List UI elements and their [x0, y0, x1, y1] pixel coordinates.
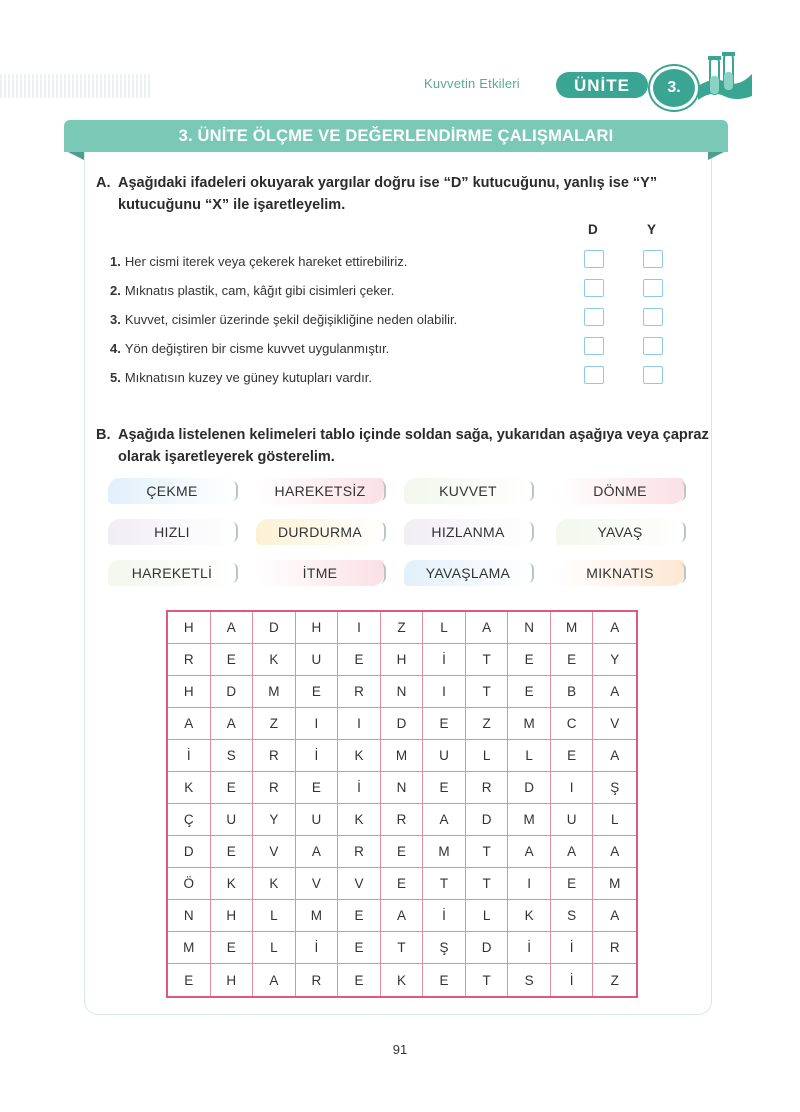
grid-cell[interactable]: A: [593, 836, 636, 868]
grid-cell[interactable]: Ş: [423, 932, 466, 964]
grid-cell[interactable]: I: [338, 708, 381, 740]
grid-cell[interactable]: T: [466, 868, 509, 900]
grid-cell[interactable]: A: [253, 964, 296, 996]
grid-cell[interactable]: İ: [338, 772, 381, 804]
word-card: MIKNATIS: [556, 560, 684, 586]
grid-cell[interactable]: E: [338, 964, 381, 996]
grid-cell[interactable]: M: [508, 708, 551, 740]
page-title: 3. ÜNİTE ÖLÇME VE DEĞERLENDİRME ÇALIŞMALARI: [64, 120, 728, 152]
grid-cell[interactable]: D: [508, 772, 551, 804]
grid-cell[interactable]: İ: [168, 740, 211, 772]
grid-cell[interactable]: U: [423, 740, 466, 772]
checkbox-d-4[interactable]: [584, 337, 604, 355]
grid-cell[interactable]: A: [593, 740, 636, 772]
statement-4: 4. Yön değiştiren bir cisme kuvvet uygulanmıştır.: [110, 341, 390, 356]
grid-cell[interactable]: E: [381, 836, 424, 868]
word-card: YAVAŞ: [556, 519, 684, 545]
grid-cell[interactable]: V: [253, 836, 296, 868]
grid-cell[interactable]: E: [423, 708, 466, 740]
grid-cell[interactable]: H: [296, 612, 339, 644]
column-y-header: Y: [647, 222, 657, 237]
grid-cell[interactable]: D: [168, 836, 211, 868]
grid-cell[interactable]: U: [551, 804, 594, 836]
chapter-name: Kuvvetin Etkileri: [424, 76, 520, 91]
grid-cell[interactable]: N: [508, 612, 551, 644]
grid-cell[interactable]: T: [466, 644, 509, 676]
grid-cell[interactable]: R: [466, 772, 509, 804]
grid-cell[interactable]: U: [296, 804, 339, 836]
checkbox-y-4[interactable]: [643, 337, 663, 355]
grid-cell[interactable]: R: [168, 644, 211, 676]
grid-cell[interactable]: A: [423, 804, 466, 836]
header-decoration: [0, 74, 150, 98]
checkbox-d-5[interactable]: [584, 366, 604, 384]
grid-cell[interactable]: R: [338, 836, 381, 868]
grid-cell[interactable]: E: [423, 772, 466, 804]
grid-cell[interactable]: R: [593, 932, 636, 964]
grid-cell[interactable]: I: [508, 868, 551, 900]
word-card: KUVVET: [404, 478, 532, 504]
grid-cell[interactable]: K: [338, 804, 381, 836]
grid-cell[interactable]: R: [296, 964, 339, 996]
word-card: HAREKETLİ: [108, 560, 236, 586]
checkbox-y-2[interactable]: [643, 279, 663, 297]
grid-cell[interactable]: I: [338, 612, 381, 644]
grid-cell[interactable]: M: [296, 900, 339, 932]
grid-cell[interactable]: Y: [593, 644, 636, 676]
grid-cell[interactable]: S: [211, 740, 254, 772]
grid-cell[interactable]: D: [253, 612, 296, 644]
grid-cell[interactable]: K: [338, 740, 381, 772]
checkbox-d-1[interactable]: [584, 250, 604, 268]
grid-cell[interactable]: U: [211, 804, 254, 836]
grid-cell[interactable]: L: [466, 900, 509, 932]
grid-cell[interactable]: A: [211, 612, 254, 644]
unit-number: 3.: [650, 66, 698, 110]
checkbox-d-2[interactable]: [584, 279, 604, 297]
grid-cell[interactable]: İ: [508, 932, 551, 964]
grid-cell[interactable]: İ: [551, 964, 594, 996]
grid-cell[interactable]: E: [551, 740, 594, 772]
grid-cell[interactable]: V: [338, 868, 381, 900]
grid-cell[interactable]: C: [551, 708, 594, 740]
unit-badge: ÜNİTE: [556, 72, 648, 98]
word-search-grid: [166, 610, 638, 998]
grid-cell[interactable]: S: [551, 900, 594, 932]
grid-cell[interactable]: R: [253, 772, 296, 804]
statement-5: 5. Mıknatısın kuzey ve güney kutupları vardır.: [110, 370, 372, 385]
grid-cell[interactable]: Z: [610, 972, 619, 988]
grid-cell[interactable]: E: [551, 644, 594, 676]
checkbox-y-3[interactable]: [643, 308, 663, 326]
section-b-text: Aşağıda listelenen kelimeleri tablo içinde soldan sağa, yukarıdan aşağıya veya çapraz olarak işaretleyerek gösterelim.: [118, 427, 709, 465]
grid-cell[interactable]: E: [508, 676, 551, 708]
grid-cell[interactable]: M: [381, 740, 424, 772]
grid-cell[interactable]: A: [168, 708, 211, 740]
grid-cell[interactable]: Ç: [168, 804, 211, 836]
grid-cell[interactable]: H: [168, 676, 211, 708]
grid-cell[interactable]: I: [423, 676, 466, 708]
grid-cell[interactable]: A: [466, 612, 509, 644]
section-a-text: Aşağıdaki ifadeleri okuyarak yargılar doğru ise “D” kutucuğunu, yanlış ise “Y” kutucuğunu “X” ile işaretleyelim.: [118, 175, 658, 213]
grid-cell[interactable]: N: [381, 772, 424, 804]
grid-cell[interactable]: E: [168, 964, 211, 996]
grid-cell[interactable]: U: [296, 644, 339, 676]
grid-cell[interactable]: D: [211, 676, 254, 708]
grid-cell[interactable]: Z: [381, 612, 424, 644]
grid-cell[interactable]: E: [338, 900, 381, 932]
grid-cell[interactable]: M: [253, 676, 296, 708]
grid-cell[interactable]: Z: [253, 708, 296, 740]
grid-cell[interactable]: İ: [423, 644, 466, 676]
grid-cell[interactable]: D: [466, 932, 509, 964]
grid-cell[interactable]: Ş: [593, 772, 636, 804]
word-card: ÇEKME: [108, 478, 236, 504]
grid-cell[interactable]: M: [593, 868, 636, 900]
grid-cell[interactable]: A: [593, 676, 636, 708]
grid-cell[interactable]: T: [466, 964, 509, 996]
grid-cell[interactable]: R: [338, 676, 381, 708]
grid-cell[interactable]: E: [338, 932, 381, 964]
grid-cell[interactable]: A: [551, 836, 594, 868]
statement-2: 2. Mıknatıs plastik, cam, kâğıt gibi cisimleri çeker.: [110, 283, 395, 298]
statement-1: 1. Her cismi iterek veya çekerek hareket ettirebiliriz.: [110, 254, 408, 269]
grid-cell[interactable]: L: [423, 612, 466, 644]
grid-cell[interactable]: E: [211, 836, 254, 868]
grid-cell[interactable]: T: [466, 676, 509, 708]
grid-cell[interactable]: E: [423, 964, 466, 996]
checkbox-y-1[interactable]: [643, 250, 663, 268]
word-card: DÖNME: [556, 478, 684, 504]
grid-cell[interactable]: E: [508, 644, 551, 676]
grid-cell[interactable]: D: [466, 804, 509, 836]
grid-cell[interactable]: L: [253, 900, 296, 932]
grid-cell[interactable]: A: [381, 900, 424, 932]
grid-cell[interactable]: E: [338, 644, 381, 676]
grid-cell[interactable]: L: [466, 740, 509, 772]
grid-cell[interactable]: L: [508, 740, 551, 772]
grid-cell[interactable]: A: [296, 836, 339, 868]
grid-cell[interactable]: R: [381, 804, 424, 836]
grid-cell[interactable]: V: [593, 708, 636, 740]
word-card: HIZLI: [108, 519, 236, 545]
section-a-letter: A.: [96, 175, 111, 191]
grid-cell[interactable]: K: [168, 772, 211, 804]
grid-cell[interactable]: İ: [296, 740, 339, 772]
page-number: 91: [392, 1042, 408, 1057]
grid-cell[interactable]: E: [551, 868, 594, 900]
grid-cell[interactable]: E: [211, 644, 254, 676]
grid-cell[interactable]: R: [253, 740, 296, 772]
grid-cell[interactable]: Ö: [168, 868, 211, 900]
grid-cell[interactable]: T: [466, 836, 509, 868]
checkbox-y-5[interactable]: [643, 366, 663, 384]
grid-cell[interactable]: N: [381, 676, 424, 708]
grid-cell[interactable]: E: [211, 772, 254, 804]
grid-cell[interactable]: E: [381, 868, 424, 900]
grid-cell[interactable]: H: [211, 964, 254, 996]
column-d-header: D: [588, 222, 598, 237]
word-card: YAVAŞLAMA: [404, 560, 532, 586]
grid-cell[interactable]: A: [211, 708, 254, 740]
word-card: HIZLANMA: [404, 519, 532, 545]
grid-cell[interactable]: I: [551, 772, 594, 804]
grid-cell[interactable]: S: [508, 964, 551, 996]
grid-cell[interactable]: M: [508, 804, 551, 836]
word-card: DURDURMA: [256, 519, 384, 545]
grid-cell[interactable]: A: [508, 836, 551, 868]
grid-cell[interactable]: H: [211, 900, 254, 932]
grid-cell[interactable]: İ: [296, 932, 339, 964]
grid-cell[interactable]: İ: [423, 900, 466, 932]
word-card: İTME: [256, 560, 384, 586]
grid-cell[interactable]: T: [423, 868, 466, 900]
grid-cell[interactable]: L: [253, 932, 296, 964]
grid-cell[interactable]: T: [381, 932, 424, 964]
grid-cell[interactable]: K: [211, 868, 254, 900]
grid-cell[interactable]: M: [168, 932, 211, 964]
grid-cell[interactable]: Y: [253, 804, 296, 836]
grid-cell[interactable]: E: [211, 932, 254, 964]
grid-cell[interactable]: A: [593, 612, 636, 644]
grid-cell[interactable]: N: [168, 900, 211, 932]
grid-cell[interactable]: I: [296, 708, 339, 740]
grid-cell[interactable]: K: [381, 964, 424, 996]
grid-cell[interactable]: Z: [466, 708, 509, 740]
test-tubes-icon: [696, 52, 754, 102]
checkbox-d-3[interactable]: [584, 308, 604, 326]
grid-cell[interactable]: B: [551, 676, 594, 708]
grid-cell[interactable]: A: [593, 900, 636, 932]
grid-cell[interactable]: K: [253, 868, 296, 900]
grid-cell[interactable]: L: [593, 804, 636, 836]
grid-cell[interactable]: E: [296, 772, 339, 804]
grid-cell[interactable]: D: [381, 708, 424, 740]
grid-cell[interactable]: K: [253, 644, 296, 676]
word-card: HAREKETSİZ: [256, 478, 384, 504]
grid-cell[interactable]: İ: [551, 932, 594, 964]
grid-cell[interactable]: H: [381, 644, 424, 676]
grid-cell[interactable]: H: [168, 612, 211, 644]
grid-cell[interactable]: V: [296, 868, 339, 900]
statement-3: 3. Kuvvet, cisimler üzerinde şekil değişikliğine neden olabilir.: [110, 312, 458, 327]
grid-cell[interactable]: K: [508, 900, 551, 932]
section-b-letter: B.: [96, 427, 111, 443]
grid-cell[interactable]: E: [296, 676, 339, 708]
grid-cell[interactable]: M: [551, 612, 594, 644]
grid-cell[interactable]: M: [423, 836, 466, 868]
